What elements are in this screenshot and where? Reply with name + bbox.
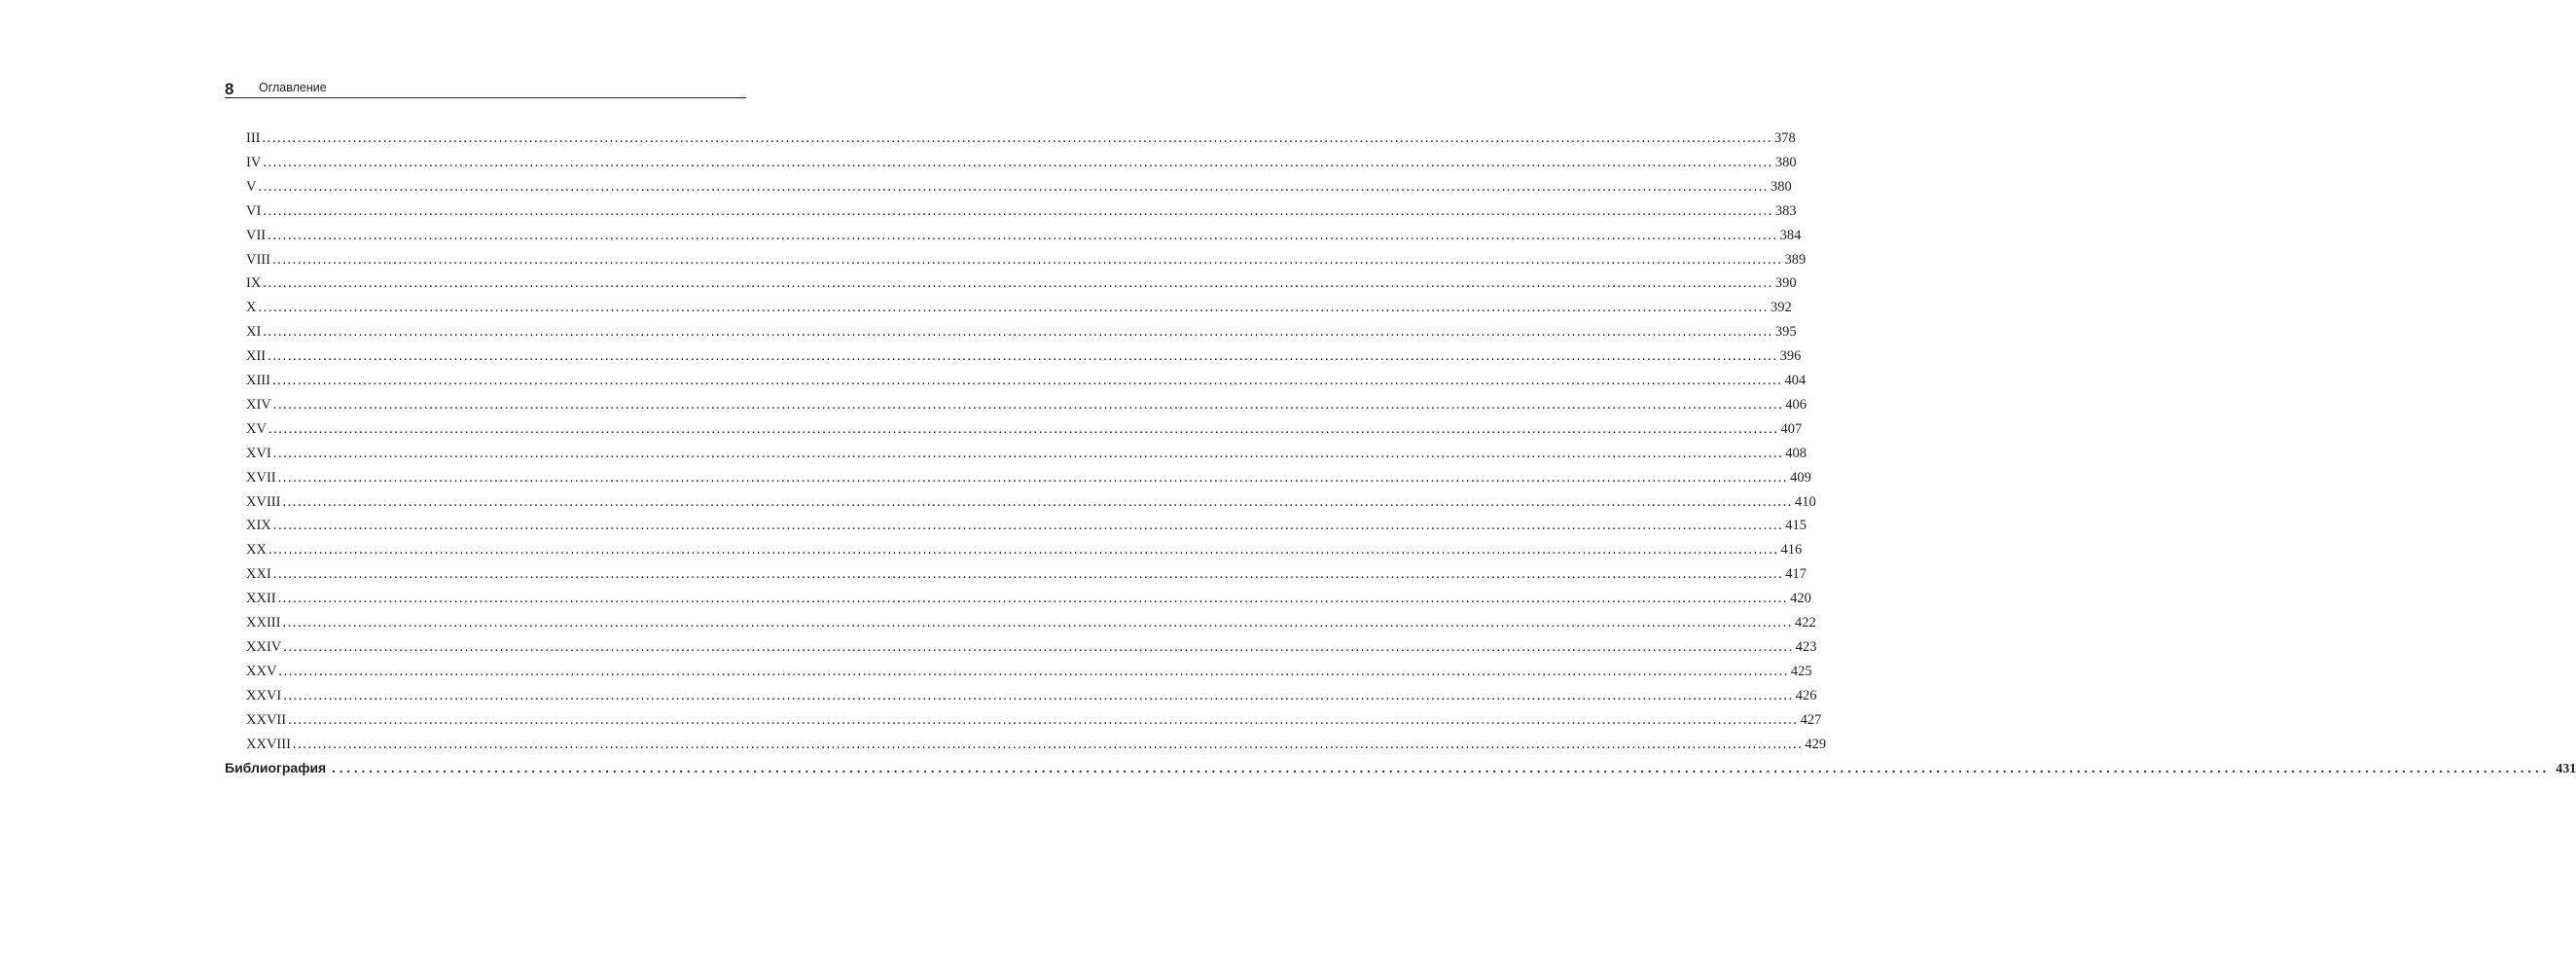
- dot-leader: ............................................................................................................................................................................................................................................................................................................: [283, 638, 1794, 655]
- toc-entry-label: XVII: [246, 469, 276, 486]
- toc-entry-label: IV: [246, 154, 262, 170]
- toc-entry-label: XI: [246, 324, 262, 341]
- toc-entry-page: 408: [1785, 445, 1807, 461]
- toc-entry: [246, 685, 1817, 706]
- dot-leader: ............................................................................................................................................................................................................................................................................................................: [268, 227, 1778, 243]
- dot-leader: ............................................................................................................................................................................................................................................................................................................: [271, 373, 1783, 388]
- dot-leader: ............................................................................................................................................................................................................................................................................................................: [263, 202, 1773, 219]
- toc-entry-page: 409: [1790, 469, 1811, 486]
- toc-entry: [246, 152, 1797, 173]
- dot-leader: ............................................................................................................................................................................................................................................................................................................: [263, 154, 1773, 170]
- toc-entry-label: IX: [246, 275, 262, 292]
- toc-entry: [246, 709, 1822, 731]
- toc-entry-label: X: [246, 300, 257, 316]
- toc-entry-page: 422: [1794, 615, 1816, 631]
- running-title: Оглавление: [259, 81, 327, 94]
- toc-entry-label: XXV: [246, 663, 277, 679]
- toc-entry-label: V: [246, 178, 257, 195]
- toc-entry-page: 431: [2556, 762, 2576, 777]
- toc-entry: [246, 249, 1807, 270]
- toc-entry: [246, 539, 1803, 560]
- toc-entry: [246, 491, 1816, 513]
- dot-leader: ............................................................................................................................................................................................................................................................................................................: [283, 687, 1794, 703]
- toc-entry-page: 420: [1790, 591, 1811, 607]
- toc-entry: [246, 443, 1807, 464]
- toc-entry-page: 423: [1795, 638, 1817, 655]
- toc-entry-page: 389: [1784, 251, 1807, 268]
- toc-entry: [246, 225, 1802, 246]
- dot-leader: ............................................................................................................................................................................................................................................................................................................: [263, 275, 1773, 292]
- toc-entry-bibliography: [225, 757, 2576, 778]
- toc-entry-page: 417: [1785, 566, 1807, 583]
- toc-entry-page: 416: [1780, 542, 1803, 559]
- toc-entry-page: 383: [1774, 202, 1797, 219]
- toc-entry-label: XIV: [246, 396, 271, 413]
- toc-entry: [246, 467, 1811, 488]
- toc-entry-page: 425: [1790, 663, 1812, 679]
- toc-entry: [246, 515, 1807, 536]
- toc-entry-label: XVI: [246, 445, 271, 461]
- toc-entry-page: 407: [1780, 420, 1803, 437]
- toc-entry: [246, 370, 1807, 391]
- toc-entry: [246, 418, 1803, 440]
- toc-entry-page: 380: [1774, 154, 1797, 170]
- toc-entry: [246, 612, 1816, 633]
- toc-entry: [246, 345, 1802, 367]
- toc-entry-label: VI: [246, 202, 262, 219]
- toc-entry-label: XXIV: [246, 638, 282, 655]
- toc-entry-label: XXVI: [246, 687, 282, 703]
- dot-leader: ............................................................................................................................................................................................................................................................................................................: [268, 420, 1779, 437]
- dot-leader: ............................................................................................................................................................................................................................................................................................................: [277, 591, 1789, 607]
- toc-entry-label: XVIII: [246, 493, 281, 510]
- dot-leader: ............................................................................................................................................................................................................................................................................................................: [268, 348, 1778, 365]
- toc-entry: [246, 321, 1797, 342]
- toc-entry-page: 380: [1770, 178, 1792, 195]
- dot-leader: ............................................................................................................................................................................................................................................................................................................: [272, 566, 1784, 583]
- dot-leader: ............................................................................................................................................................................................................................................................................................................: [282, 493, 1793, 510]
- toc-entry-label: VIII: [246, 251, 270, 268]
- toc-entry-page: 415: [1785, 518, 1807, 534]
- toc-entry-label: XII: [246, 348, 267, 365]
- dot-leader: ............................................................................................................................................................................................................................................................................................................: [268, 542, 1779, 559]
- toc-entry: [246, 636, 1817, 658]
- toc-entry: [246, 272, 1797, 294]
- toc-entry: [246, 394, 1807, 415]
- toc-entry-label: XIX: [246, 518, 271, 534]
- toc-entry-page: 378: [1774, 130, 1796, 146]
- toc-entry-page: 427: [1800, 711, 1822, 728]
- toc-entry-page: 390: [1774, 275, 1797, 292]
- toc-entry-label: Библиография: [225, 760, 327, 776]
- toc-entry-label: XXIII: [246, 615, 281, 631]
- toc-entry-label: III: [246, 130, 261, 146]
- toc-entry: [246, 176, 1792, 198]
- dot-leader: ............................................................................................................................................................................................................................................................................................................: [288, 711, 1799, 728]
- dot-leader: ............................................................................................................................................................................................................................................................................................................: [262, 130, 1772, 146]
- toc-entry-page: 426: [1795, 687, 1817, 703]
- dot-leader: ............................................................................................................................................................................................................................................................................................................: [282, 615, 1793, 631]
- toc-entry-label: VII: [246, 227, 267, 243]
- dot-leader: ............................................................................................................................................................................................................................................................................................................: [278, 663, 1789, 679]
- toc-entry-page: 395: [1774, 324, 1797, 341]
- toc-entry-page: 406: [1785, 396, 1807, 413]
- dot-leader: ............................................................................................................................................................................................................................................................................................................: [271, 251, 1783, 268]
- dot-leader: ............................................................................................................................................................................................................................................................................................................: [263, 324, 1773, 341]
- toc-entry-label: XIII: [246, 373, 270, 388]
- toc-entry-label: XXII: [246, 591, 276, 607]
- dot-leader: ............................................................................................................................................................................................................................................................................................................: [272, 396, 1784, 413]
- dot-leader: ............................................................................................................................................................................................................................................................................................................: [332, 762, 2551, 777]
- toc-entry-page: 429: [1805, 736, 1827, 752]
- dot-leader: ............................................................................................................................................................................................................................................................................................................: [277, 469, 1789, 486]
- toc-entry: [246, 200, 1797, 222]
- toc-entry-page: 404: [1784, 373, 1807, 388]
- toc-entry-page: 396: [1779, 348, 1802, 365]
- running-header: [225, 80, 746, 98]
- toc-entry: [246, 297, 1792, 318]
- dot-leader: ............................................................................................................................................................................................................................................................................................................: [258, 300, 1769, 316]
- dot-leader: ............................................................................................................................................................................................................................................................................................................: [272, 518, 1784, 534]
- toc-entry-label: XXVII: [246, 711, 287, 728]
- toc-entry: [246, 127, 1796, 149]
- toc-entry: [246, 734, 1827, 755]
- toc-entry: [246, 661, 1812, 682]
- toc-entry: [246, 563, 1807, 585]
- dot-leader: ............................................................................................................................................................................................................................................................................................................: [292, 736, 1804, 752]
- dot-leader: ............................................................................................................................................................................................................................................................................................................: [258, 178, 1769, 195]
- page-number: 8: [225, 80, 234, 98]
- toc-entry-label: XXVIII: [246, 736, 291, 752]
- toc-entry-page: 392: [1770, 300, 1792, 316]
- toc-entry-label: XXI: [246, 566, 271, 583]
- dot-leader: ............................................................................................................................................................................................................................................................................................................: [272, 445, 1784, 461]
- toc-entry-page: 384: [1779, 227, 1802, 243]
- toc-entry-page: 410: [1794, 493, 1816, 510]
- toc-entry: [246, 588, 1811, 609]
- toc-entry-label: XV: [246, 420, 267, 437]
- toc-entry-label: XX: [246, 542, 267, 559]
